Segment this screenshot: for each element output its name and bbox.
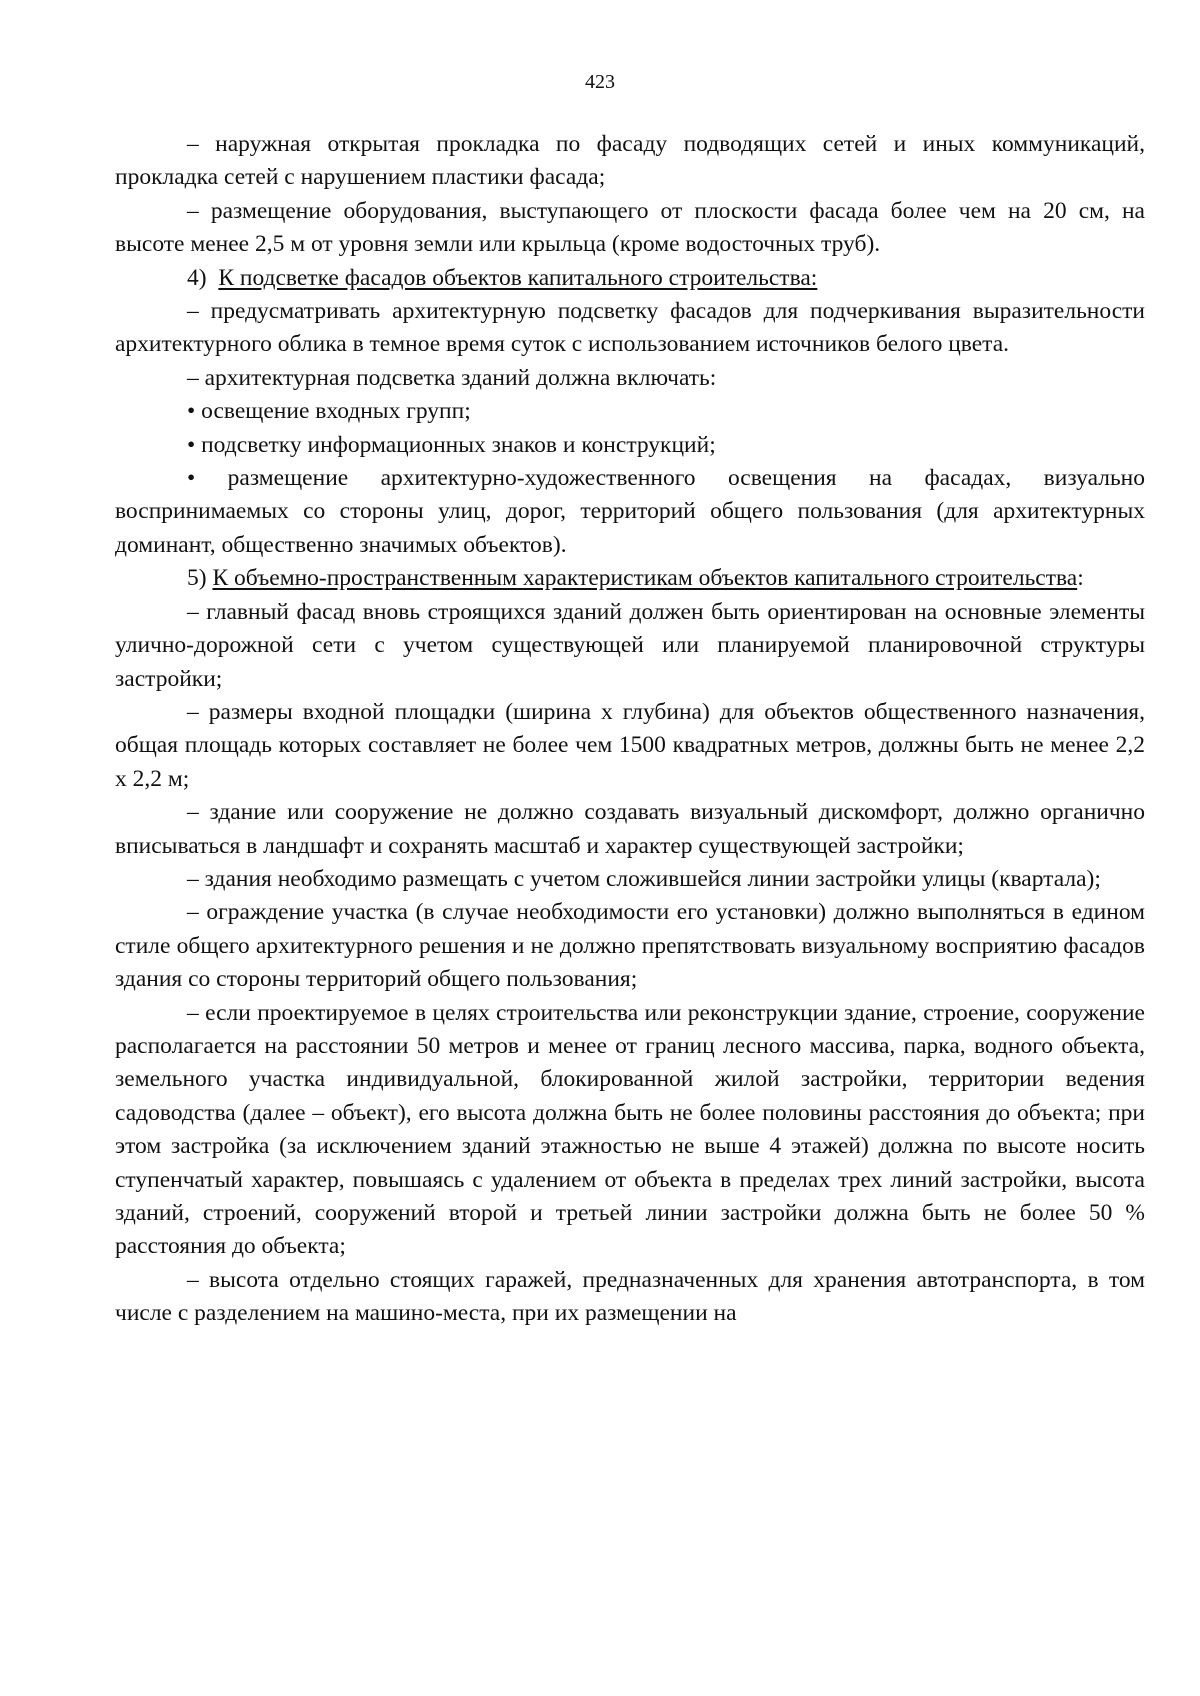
section-heading-4 — [115, 262, 1145, 295]
paragraph: – если проектируемое в целях строительства или реконструкции здание, строение, сооружение располагается на расстоянии 50 метров и менее от границ лесного массива, парка, водного объекта, земельного участка индивидуальной, блокированной жилой застройки, территории ведения садоводства (далее – объект), его высота должна быть не более половины расстояния до объекта; при этом застройка (за исключением зданий этажностью не выше 4 этажей) должна по высоте носить ступенчатый характер, повышаясь с удалением от объекта в пределах трех линий застройки, высота зданий, строений, сооружений второй и третьей линии застройки должна быть не более 50 % расстояния до объекта; — [115, 999, 1145, 1260]
bullet-icon: • — [187, 465, 196, 492]
bullet-item — [115, 462, 1145, 562]
bullet-item — [115, 429, 1145, 462]
paragraph: – архитектурная подсветка зданий должна включать: — [187, 364, 717, 391]
section-title: К подсветке фасадов объектов капитального строительства: — [218, 264, 818, 291]
bullet-text: подсветку информационных знаков и конструкций; — [201, 431, 716, 458]
page-number: 423 — [585, 71, 615, 93]
section-number: 4) — [187, 264, 207, 291]
bullet-text: освещение входных групп; — [201, 398, 471, 425]
paragraph: – здание или сооружение не должно создавать визуальный дискомфорт, должно органично вписываться в ландшафт и сохранять масштаб и характер существующей застройки; — [115, 799, 1145, 859]
paragraph: – здания необходимо размещать с учетом сложившейся линии застройки улицы (квартала); — [187, 865, 1101, 892]
section-title: К объемно-пространственным характеристикам объектов капитального строительства — [212, 565, 1078, 592]
bullet-text: размещение архитектурно-художественного освещения на фасадах, визуально воспринимаемых со стороны улиц, дорог, территорий общего пользования (для архитектурных доминант, общественно значимых объектов). — [115, 465, 1145, 558]
paragraph: – ограждение участка (в случае необходимости его установки) должно выполняться в едином стиле общего архитектурного решения и не должно препятствовать визуальному восприятию фасадов здания со стороны территорий общего пользования; — [115, 899, 1145, 993]
section-title-suffix: : — [1077, 565, 1084, 592]
paragraph: – предусматривать архитектурную подсветку фасадов для подчеркивания выразительности архитектурного облика в темное время суток с использованием источников белого цвета. — [115, 298, 1145, 358]
section-number: 5) — [187, 565, 207, 592]
bullet-icon: • — [187, 431, 196, 458]
bullet-item — [115, 395, 1145, 428]
paragraph: – высота отдельно стоящих гаражей, предназначенных для хранения автотранспорта, в том числе с разделением на машино-места, при их размещении на — [115, 1266, 1145, 1327]
paragraph: – размеры входной площадки (ширина х глубина) для объектов общественного назначения, общая площадь которых составляет не более чем 1500 квадратных метров, должны быть не менее 2,2 х 2,2 м; — [115, 698, 1145, 792]
paragraph: – наружная открытая прокладка по фасаду подводящих сетей и иных коммуникаций, прокладка сетей с нарушением пластики фасада; — [115, 131, 1145, 191]
document-body — [115, 128, 1145, 1331]
bullet-icon: • — [187, 398, 196, 425]
section-heading-5 — [115, 562, 1145, 595]
paragraph: – размещение оборудования, выступающего от плоскости фасада более чем на 20 см, на высоте менее 2,5 м от уровня земли или крыльца (кроме водосточных труб). — [115, 197, 1145, 258]
paragraph: – главный фасад вновь строящихся зданий должен быть ориентирован на основные элементы улично-дорожной сети с учетом существующей или планируемой планировочной структуры застройки; — [115, 598, 1145, 692]
